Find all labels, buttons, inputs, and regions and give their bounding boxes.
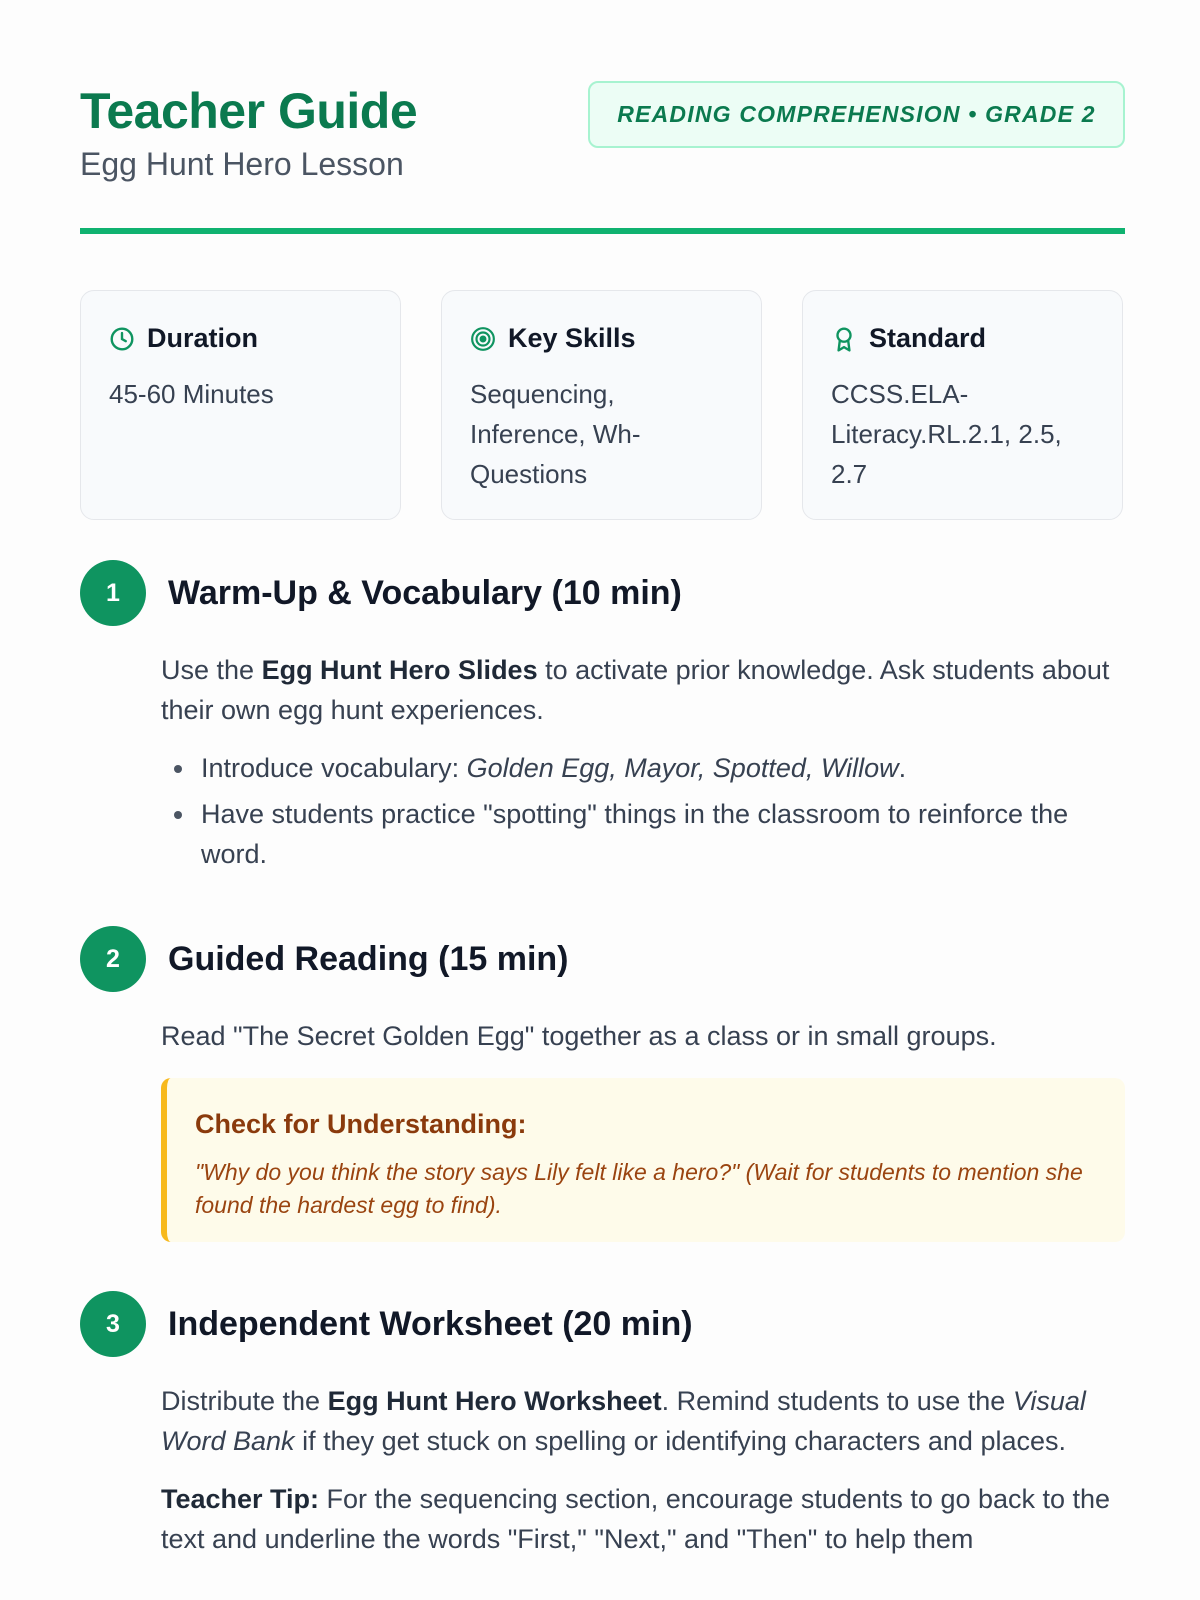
standard-card-header xyxy=(831,323,1094,354)
key-skills-card xyxy=(441,290,762,520)
duration-card xyxy=(80,290,401,520)
intro-text: to activate prior knowledge. Ask students about their own egg hunt experiences. xyxy=(161,655,1110,725)
clock-icon xyxy=(109,326,135,352)
bullet-text: Introduce vocabulary: xyxy=(201,753,467,783)
page-title: Teacher Guide xyxy=(80,83,418,139)
intro-text: Use the xyxy=(161,655,262,685)
standard-value: CCSS.ELA-Literacy.RL.2.1, 2.5, 2.7 xyxy=(831,379,1062,489)
teacher-tip-label: Teacher Tip: xyxy=(161,1484,320,1514)
section-independent-worksheet xyxy=(80,1291,1125,1559)
teacher-tip-text: For the sequencing section, encourage students to go back to the text and underline the words "First," "Next," and "Then" to help them xyxy=(161,1484,1111,1554)
section-guided-reading xyxy=(80,926,1125,1242)
step-number-badge: 2 xyxy=(80,926,146,992)
subject-grade-badge: READING COMPREHENSION • GRADE 2 xyxy=(588,81,1125,148)
section-intro xyxy=(161,1381,1125,1461)
bullet-text: Have students practice "spotting" things in the classroom to reinforce the word. xyxy=(201,799,1069,869)
step-number-badge: 3 xyxy=(80,1291,146,1357)
intro-text: . Remind students to use the xyxy=(661,1386,1013,1416)
duration-card-title: Duration xyxy=(147,323,258,353)
callout-question: "Why do you think the story says Lily felt like a hero?" (Wait for students to mention she found the hardest egg to find). xyxy=(195,1159,1083,1218)
standard-card-title: Standard xyxy=(869,323,987,353)
section-body xyxy=(161,1381,1125,1559)
section-intro xyxy=(161,650,1125,730)
lesson-info-cards xyxy=(80,290,1125,520)
bullet-list xyxy=(161,748,1125,874)
key-skills-card-title: Key Skills xyxy=(508,323,636,353)
key-skills-value: Sequencing, Inference, Wh-Questions xyxy=(470,379,641,489)
callout-title: Check for Understanding: xyxy=(195,1109,527,1139)
award-ribbon-icon xyxy=(831,326,857,352)
section-header xyxy=(80,1291,1125,1357)
duration-value: 45-60 Minutes xyxy=(109,379,274,409)
list-item xyxy=(161,794,1125,874)
intro-text: if they get stuck on spelling or identifying characters and places. xyxy=(294,1426,1066,1456)
target-icon xyxy=(470,326,496,352)
section-title: Independent Worksheet (20 min) xyxy=(168,1304,693,1343)
section-warm-up xyxy=(80,560,1125,880)
key-skills-card-header xyxy=(470,323,733,354)
page-subtitle: Egg Hunt Hero Lesson xyxy=(80,146,404,182)
page-header xyxy=(80,0,1125,235)
bullet-text: . xyxy=(898,753,907,783)
step-number-badge: 1 xyxy=(80,560,146,626)
section-body xyxy=(161,650,1125,874)
teacher-guide-page xyxy=(80,0,1125,1554)
section-body xyxy=(161,1016,1125,1242)
duration-card-header xyxy=(109,323,372,354)
section-title: Warm-Up & Vocabulary (10 min) xyxy=(168,573,682,612)
section-title: Guided Reading (15 min) xyxy=(168,939,569,978)
vocabulary-words: Golden Egg, Mayor, Spotted, Willow xyxy=(466,753,899,783)
worksheet-resource-name: Egg Hunt Hero Worksheet xyxy=(327,1386,662,1416)
section-header xyxy=(80,560,1125,626)
list-item xyxy=(161,748,1125,788)
intro-text: Distribute the xyxy=(161,1386,328,1416)
section-intro: Read "The Secret Golden Egg" together as a class or in small groups. xyxy=(161,1021,997,1051)
slides-resource-name: Egg Hunt Hero Slides xyxy=(261,655,538,685)
check-for-understanding-callout xyxy=(161,1078,1125,1242)
section-header xyxy=(80,926,1125,992)
standard-card xyxy=(802,290,1123,520)
teacher-tip xyxy=(161,1479,1125,1559)
word-bank-name: Visual Word Bank xyxy=(161,1386,1086,1456)
header-divider xyxy=(80,228,1125,234)
